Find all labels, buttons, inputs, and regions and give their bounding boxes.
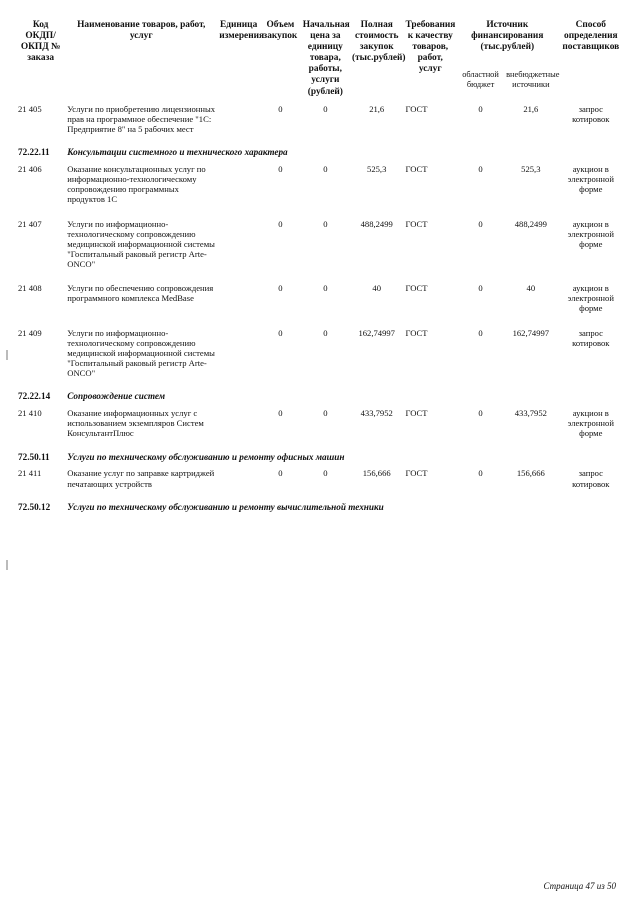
row-volume: 0: [278, 408, 283, 419]
row-source-regional: 0: [478, 218, 483, 229]
binding-mark: [6, 560, 8, 570]
row-code: 21 406: [18, 163, 42, 174]
row-source-extra: 40: [526, 283, 536, 294]
row-volume: 0: [278, 163, 283, 174]
header-code: Код ОКДП/ ОКПД № заказа: [20, 20, 61, 64]
row-price: 0: [323, 218, 328, 229]
row-name: Оказание услуг по заправке картриджей печатающих устройств: [67, 468, 215, 489]
row-method: запрос котировок: [572, 468, 610, 489]
row-volume: 0: [278, 327, 283, 338]
row-source-regional: 0: [478, 327, 483, 338]
row-price: 0: [323, 408, 328, 419]
row-cost: 488,2499: [360, 218, 393, 229]
row-name: Оказание информационных услуг с использованием экземпляров Систем КонсультантПлюс: [67, 408, 204, 439]
header-full-cost: Полная стоимость закупок (тыс.рублей): [351, 20, 406, 64]
row-source-extra: 525,3: [521, 163, 541, 174]
row-price: 0: [323, 163, 328, 174]
row-requirements: ГОСТ: [405, 408, 428, 419]
row-code: 21 408: [18, 283, 42, 294]
row-unit: [217, 160, 260, 215]
row-method: аукцион в электронной форме: [567, 163, 614, 195]
row-requirements: ГОСТ: [405, 103, 428, 114]
section-code: 72.50.11: [18, 451, 50, 462]
row-cost: 162,74997: [358, 327, 395, 338]
header-method: Способ определения поставщиков: [562, 20, 620, 53]
row-source-extra: 21,6: [523, 103, 539, 114]
row-cost: 40: [372, 283, 381, 294]
header-unit: Единица измерения: [219, 20, 265, 42]
row-name: Услуги по информационно-технологическому сопровождению медицинской информационной системы "Госпитальный раковый регистр Arte-ONCO": [67, 327, 215, 379]
row-requirements: ГОСТ: [405, 327, 428, 338]
section-code: 72.22.14: [18, 391, 51, 402]
row-source-regional: 0: [478, 103, 483, 114]
row-unit: [217, 464, 260, 498]
row-cost: 433,7952: [360, 408, 393, 419]
row-volume: 0: [278, 103, 283, 114]
row-name: Оказание консультационных услуг по информационно-технологическому сопровождению программных продуктов 1С: [67, 163, 206, 205]
row-volume: 0: [278, 283, 283, 294]
row-requirements: ГОСТ: [405, 218, 428, 229]
section-title: Консультации системного и технического характера: [67, 147, 288, 158]
binding-mark: [6, 350, 8, 360]
section-title: Услуги по техническому обслуживанию и ремонту вычислительной техники: [67, 501, 384, 512]
section-title: Сопровождение систем: [67, 391, 166, 402]
table-row: [16, 100, 624, 144]
row-price: 0: [323, 283, 328, 294]
section-code: 72.50.12: [18, 501, 51, 512]
page-number: Страница 47 из 50: [543, 881, 616, 891]
table-body: [16, 100, 624, 515]
row-unit: [217, 100, 260, 144]
row-code: 21 410: [18, 408, 42, 419]
table-row: [16, 404, 624, 448]
row-cost: 21,6: [369, 103, 385, 114]
row-method: запрос котировок: [572, 103, 610, 124]
section-row: [16, 449, 624, 465]
table-row: [16, 215, 624, 280]
header-source-extra: внебюджетные источники: [506, 69, 560, 89]
row-source-regional: 0: [478, 163, 483, 174]
table-header-row: [16, 18, 624, 68]
row-source-extra: 156,666: [516, 468, 545, 479]
row-requirements: ГОСТ: [405, 283, 428, 294]
table-row: [16, 324, 624, 389]
row-source-regional: 0: [478, 283, 483, 294]
header-source: Источник финансирования (тыс.рублей): [471, 20, 544, 53]
row-source-regional: 0: [478, 468, 483, 479]
row-volume: 0: [278, 468, 283, 479]
header-requirements: Требования к качеству товаров, работ, услуг: [405, 20, 456, 75]
row-unit: [217, 215, 260, 280]
row-name: Услуги по информационно-технологическому сопровождению медицинской информационной системы "Госпитальный раковый регистр Arte-ONCO": [67, 218, 215, 270]
row-code: 21 409: [18, 327, 42, 338]
section-title: Услуги по техническому обслуживанию и ремонту офисных машин: [67, 451, 345, 462]
row-unit: [217, 404, 260, 448]
row-source-extra: 433,7952: [514, 408, 547, 419]
row-requirements: ГОСТ: [405, 163, 428, 174]
row-unit: [217, 279, 260, 323]
table-row: [16, 464, 624, 498]
row-source-extra: 488,2499: [514, 218, 547, 229]
row-unit: [217, 324, 260, 389]
row-source-extra: 162,74997: [512, 327, 550, 338]
section-code: 72.22.11: [18, 147, 50, 158]
header-volume: Объем закупок: [263, 20, 298, 42]
header-name: Наименование товаров, работ, услуг: [77, 20, 206, 42]
row-method: аукцион в электронной форме: [567, 283, 614, 314]
row-code: 21 405: [18, 103, 42, 114]
table-row: [16, 160, 624, 215]
section-row: [16, 388, 624, 404]
row-price: 0: [323, 103, 328, 114]
row-method: аукцион в электронной форме: [567, 218, 614, 249]
row-code: 21 407: [18, 218, 42, 229]
row-price: 0: [323, 468, 328, 479]
row-cost: 525,3: [367, 163, 387, 174]
row-method: запрос котировок: [572, 327, 610, 348]
procurement-table: [16, 18, 624, 515]
row-name: Услуги по обеспечению сопровождения программного комплекса MedBase: [67, 283, 214, 304]
row-volume: 0: [278, 218, 283, 229]
row-code: 21 411: [18, 468, 42, 479]
header-source-regional: областной бюджет: [462, 69, 499, 89]
header-start-price: Начальная цена за единицу товара, работы, услуги (рублей): [302, 20, 350, 97]
row-cost: 156,666: [362, 468, 391, 479]
row-price: 0: [323, 327, 328, 338]
row-requirements: ГОСТ: [405, 468, 428, 479]
table-row: [16, 279, 624, 323]
section-row: [16, 499, 624, 515]
row-method: аукцион в электронной форме: [567, 408, 614, 439]
row-source-regional: 0: [478, 408, 483, 419]
row-name: Услуги по приобретению лицензионных прав на программное обеспечение "1С: Предприятие 8" на 5 рабочих мест: [67, 103, 216, 134]
section-row: [16, 144, 624, 160]
